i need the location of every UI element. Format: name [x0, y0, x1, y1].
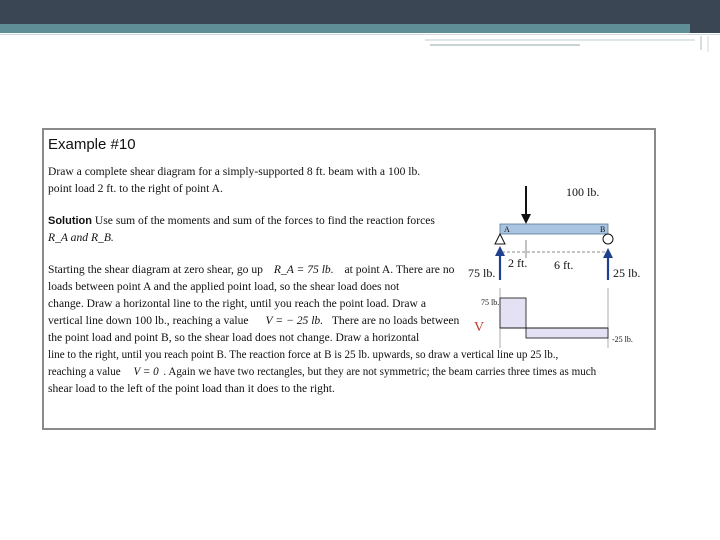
shear-axis-label: V: [474, 320, 485, 335]
paragraph-text: reaching a value: [48, 366, 121, 378]
paragraph-line: [48, 262, 454, 278]
reaction-arrow-a-head-icon: [495, 246, 505, 256]
point-b-label: B: [600, 225, 606, 234]
problem-line: Draw a complete shear diagram for a simply-supported 8 ft. beam with a 100 lb.: [48, 165, 421, 178]
reaction-a-label: 75 lb.: [468, 266, 496, 280]
header-accent-line: [425, 39, 695, 41]
load-label: 100 lb.: [566, 185, 600, 199]
header-accent-line: [707, 36, 709, 52]
pin-support-icon: [495, 234, 505, 244]
paragraph-text: at point A. There are no: [344, 263, 455, 276]
dimension-right-label: 6 ft.: [554, 258, 574, 272]
shear-negative-region: [526, 328, 608, 338]
dimension-left-label: 2 ft.: [508, 256, 528, 270]
load-arrow-head-icon: [521, 214, 531, 224]
shear-positive-region: [500, 298, 526, 328]
equation: V = − 25 lb.: [265, 314, 324, 327]
solution-lead: Solution: [48, 215, 92, 227]
paragraph-line: shear load to the left of the point load than it does to the right.: [48, 382, 335, 395]
equation: V = 0: [133, 366, 159, 378]
shear-positive-label: 75 lb.: [481, 298, 500, 307]
roller-support-icon: [603, 234, 613, 244]
example-title: Example #10: [48, 136, 136, 153]
point-a-label: A: [504, 225, 510, 234]
paragraph-line: change. Draw a horizontal line to the right, until you reach the point load. Draw a: [48, 297, 426, 310]
header-accent-line: [430, 44, 580, 46]
header-accent-block: [690, 0, 720, 33]
paragraph-line: line to the right, until you reach point B. The reaction force at B is 25 lb. upwards, so draw a vertical line up 25 lb.,: [48, 349, 559, 361]
shear-negative-label: -25 lb.: [612, 335, 633, 344]
beam: [500, 224, 608, 234]
header-accent-line: [0, 34, 720, 35]
problem-line: point load 2 ft. to the right of point A.: [48, 182, 223, 195]
paragraph-line: [48, 364, 596, 380]
reaction-arrow-b-head-icon: [603, 248, 613, 258]
header-stripe: [0, 24, 720, 33]
paragraph-line: the point load and point B, so the shear load does not change. Draw a horizontal: [48, 331, 420, 344]
solution-line-2: R_A and R_B.: [48, 231, 114, 244]
header-bar: [0, 0, 720, 24]
solution-text: Use sum of the moments and sum of the forces to find the reaction forces: [92, 214, 435, 227]
reaction-b-label: 25 lb.: [613, 266, 641, 280]
solution-line: [48, 213, 435, 229]
paragraph-text: . Again we have two rectangles, but they are not symmetric; the beam carries three times as much: [163, 366, 597, 378]
header-accent-line: [700, 36, 702, 50]
paragraph-line: loads between point A and the applied point load, so the shear load does not: [48, 280, 400, 293]
example-image: [42, 128, 656, 430]
paragraph-text: Starting the shear diagram at zero shear, go up: [48, 263, 263, 276]
paragraph-text: vertical line down 100 lb., reaching a value: [48, 314, 249, 327]
equation: R_A = 75 lb.: [273, 263, 334, 276]
paragraph-text: There are no loads between: [331, 314, 460, 327]
paragraph-line: [48, 313, 459, 329]
